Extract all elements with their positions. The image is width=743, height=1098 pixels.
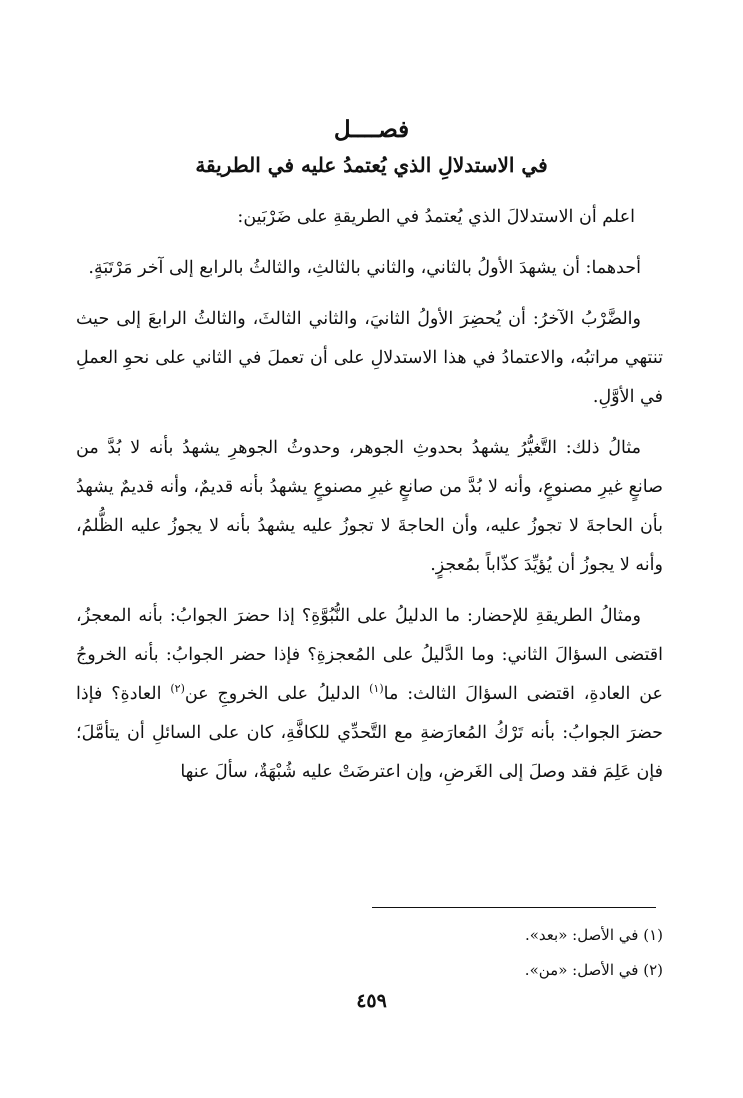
page-number: ٤٥٩ <box>356 990 387 1012</box>
paragraph-text: ومثالُ الطريقةِ للإحضار: ما الدليلُ على النُّبُوَّةِ؟ إذا حضرَ الجوابُ: بأنه المعجزُ، اقتضى السؤالَ الثاني: وما الدَّليلُ على المُعجزةِ؟ فإذا حضر الجوابُ: بأنه الخروجُ عن العادةِ، اقتضى السؤالَ الثالث: ما <box>76 606 663 704</box>
paragraph-intro: اعلم أن الاستدلالَ الذي يُعتمدُ في الطريقةِ على ضَرْبَين: <box>237 207 635 227</box>
footnote: (٢) في الأصل: «من». <box>524 961 663 979</box>
paragraph-text: الدليلُ على الخروجِ عن <box>184 684 370 704</box>
paragraph-example-evocation <box>76 597 663 792</box>
paragraph-first-type: أحدهما: أن يشهدَ الأولُ بالثاني، والثاني بالثالثِ، والثالثُ بالرابع إلى آخر مَرْتَبَةٍ. <box>88 258 641 278</box>
paragraph-text: العادةِ؟ فإذا حضرَ الجوابُ: بأنه تَرْكُ المُعارَضةِ مع التَّحدِّي للكافَّةِ، كان على السائلِ أن يتأمَّلَ؛ فإن عَلِمَ فقد وصلَ إلى الغَرضِ، وإن اعترضَتْ عليه شُبْهَةٌ، سألَ عنها <box>76 684 663 782</box>
section-subtitle: في الاستدلالِ الذي يُعتمدُ عليه في الطريقة <box>195 153 548 177</box>
footnote-divider <box>372 907 656 908</box>
body-text <box>76 198 663 804</box>
heading-block <box>0 112 743 182</box>
section-heading: فصــــل <box>333 116 410 143</box>
paragraph-second-type: والضَّرْبُ الآخرُ: أن يُحضِرَ الأولُ الثانيَ، والثاني الثالثَ، والثالثُ الرابعَ إلى حيث تنتهي مراتبُه، والاعتمادُ في هذا الاستدلالِ على أن تعملَ في الثاني على نحوِ العملِ في الأوَّلِ. <box>76 309 663 407</box>
paragraph-example-testimony: مثالُ ذلك: التَّغيُّرُ يشهدُ بحدوثِ الجوهر، وحدوثُ الجوهرِ يشهدُ بأنه لا بُدَّ من صانعٍ غيرِ مصنوعٍ، وأنه لا بُدَّ من صانعٍ غيرِ مصنوعٍ يشهدُ بأنه قديمٌ، وأنه قديمٌ يشهدُ بأن الحاجةَ لا تجوزُ عليه، وأن الحاجةَ لا تجوزُ عليه يشهدُ بأنه لا يجوزُ عليه الظُّلمُ، وأنه لا يجوزُ أن يُؤيِّدَ كذّاباً بمُعجزٍ. <box>76 438 663 575</box>
footnote-marker: (٢) <box>170 682 185 696</box>
footnotes <box>372 918 663 988</box>
footnote: (١) في الأصل: «بعد». <box>524 926 663 944</box>
footnote-marker: (١) <box>369 682 384 696</box>
